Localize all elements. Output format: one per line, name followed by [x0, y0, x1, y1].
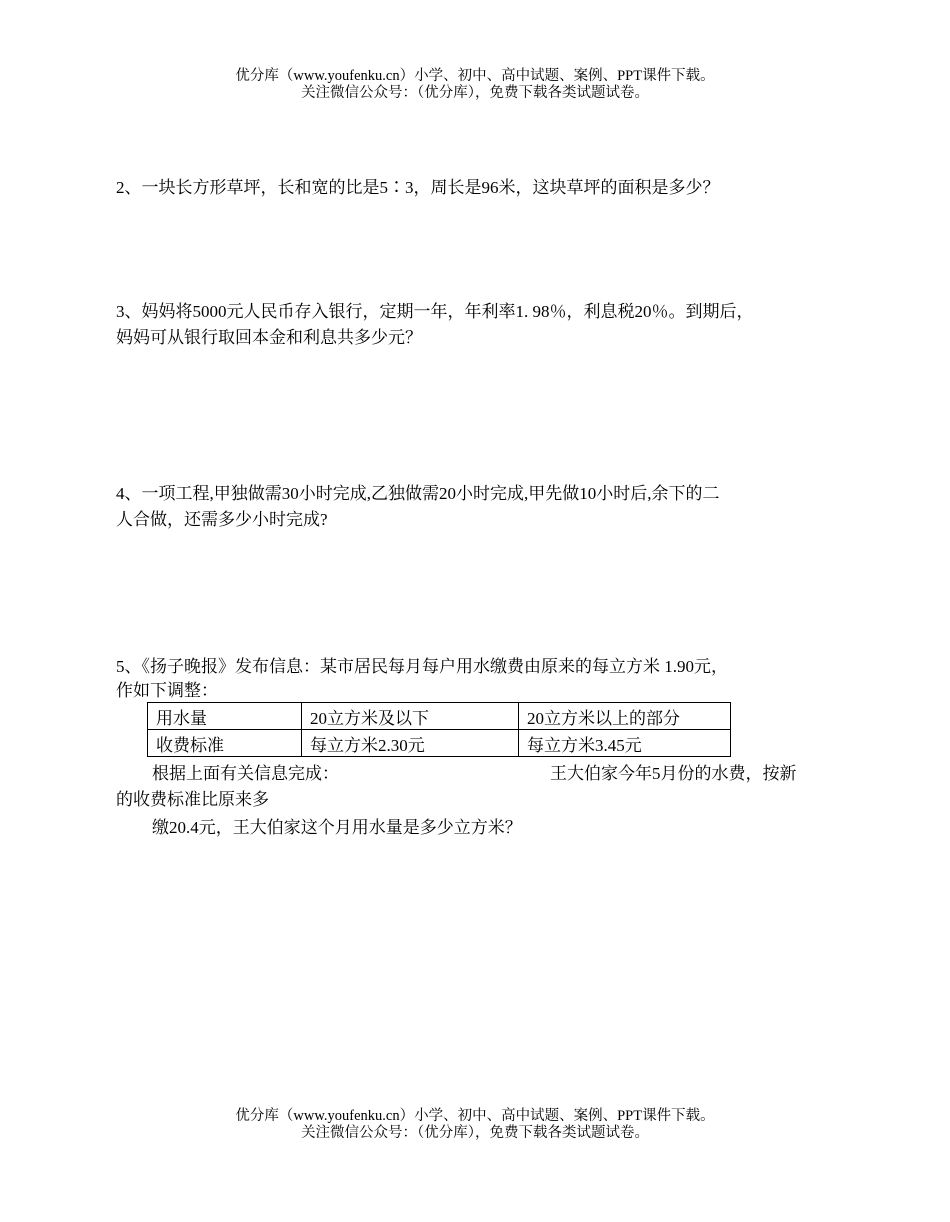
header-line-1: 优分库（www.youfenku.cn）小学、初中、高中试题、案例、PPT课件下载。: [235, 68, 715, 84]
question-3-line-1: 3、妈妈将5000元人民币存入银行，定期一年，年利率1. 98％，利息税20％。到期后，: [116, 302, 754, 321]
table-cell: 20立方米以上的部分: [519, 703, 731, 730]
table-cell: 收费标准: [148, 730, 302, 757]
question-4-line-1: 4、一项工程,甲独做需30小时完成,乙独做需20小时完成,甲先做10小时后,余下的二: [116, 484, 720, 503]
question-5-task-b: 王大伯家今年5月份的水费，按新: [550, 764, 797, 783]
question-5: [116, 655, 856, 703]
question-5-line-2: 作如下调整：: [116, 681, 218, 700]
question-2: [116, 175, 856, 201]
table-cell: 用水量: [148, 703, 302, 730]
table-row: [148, 703, 731, 730]
question-2-text: 2、一块长方形草坪，长和宽的比是5∶3，周长是96米，这块草坪的面积是多少？: [116, 178, 720, 197]
table-row: [148, 730, 731, 757]
question-5-task-line-2: 的收费标准比原来多: [116, 790, 269, 809]
page-footer: [0, 1108, 950, 1142]
question-5-task-line-3: 缴20.4元，王大伯家这个月用水量是多少立方米？: [152, 818, 522, 837]
table-cell: 每立方米2.30元: [302, 730, 519, 757]
question-4: [116, 481, 856, 533]
question-4-line-2: 人合做，还需多少小时完成?: [116, 510, 328, 529]
question-3: [116, 299, 856, 351]
header-line-2: 关注微信公众号：（优分库），免费下载各类试题试卷。: [301, 85, 649, 101]
page-header: [0, 68, 950, 102]
footer-line-1: 优分库（www.youfenku.cn）小学、初中、高中试题、案例、PPT课件下载。: [235, 1108, 715, 1124]
question-5-line-1: 5、《扬子晚报》发布信息：某市居民每月每户用水缴费由原来的每立方米 1.90元，: [116, 657, 728, 676]
footer-line-2: 关注微信公众号：（优分库），免费下载各类试题试卷。: [301, 1125, 649, 1141]
question-5-task-a: 根据上面有关信息完成：: [152, 764, 339, 783]
question-3-line-2: 妈妈可从银行取回本金和利息共多少元？: [116, 328, 422, 347]
table-cell: 20立方米及以下: [302, 703, 519, 730]
water-fee-table: [147, 702, 731, 757]
table-cell: 每立方米3.45元: [519, 730, 731, 757]
